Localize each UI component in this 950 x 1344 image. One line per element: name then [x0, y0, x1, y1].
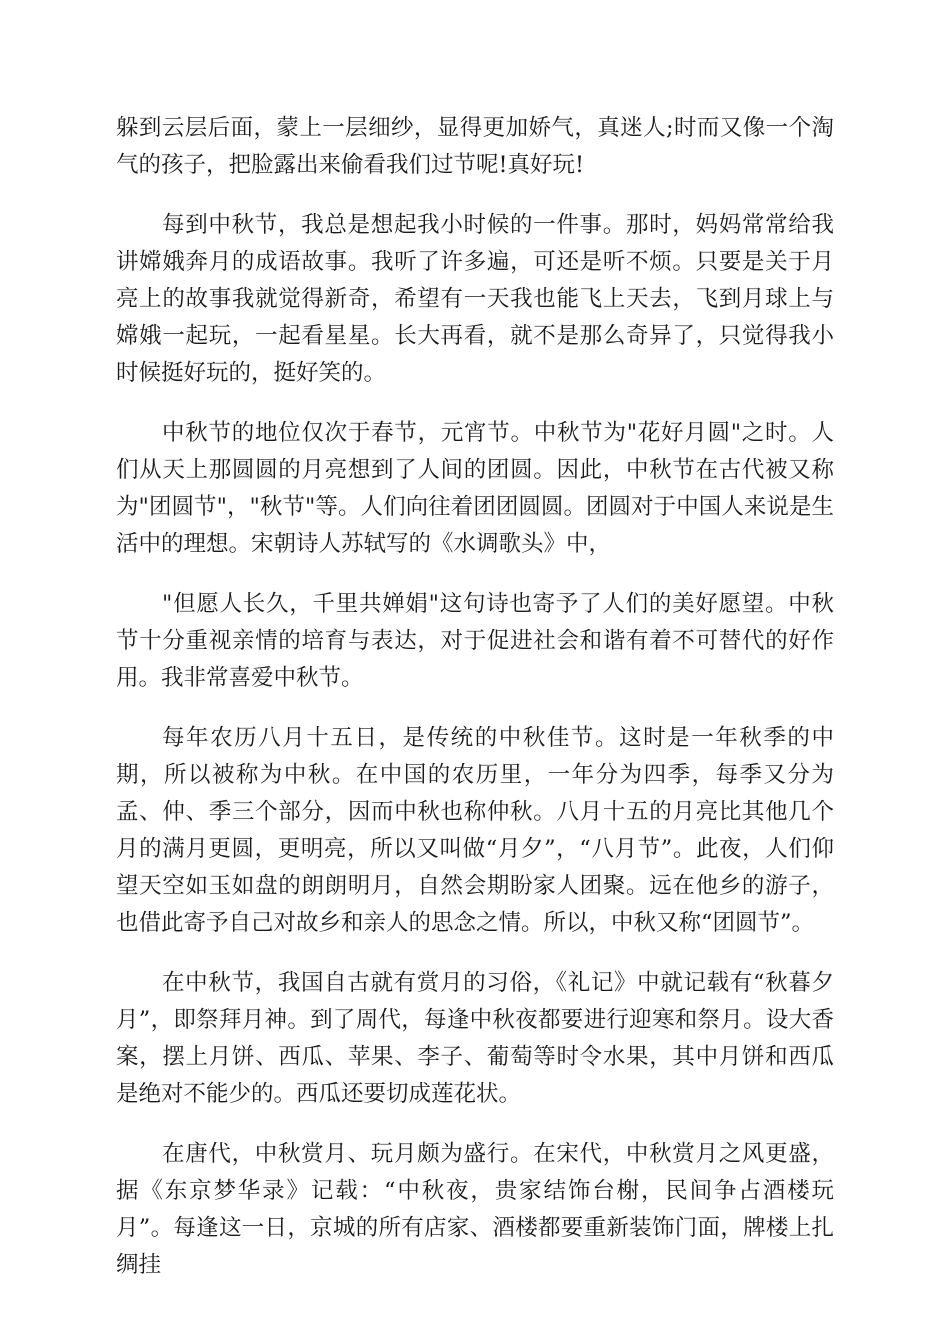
- paragraph-2: 每到中秋节，我总是想起我小时候的一件事。那时，妈妈常常给我讲嫦娥奔月的成语故事。我听了许多遍，可还是听不烦。只要是关于月亮上的故事我就觉得新奇，希望有一天我也能飞上天去，飞到月球上与嫦娥一起玩，一起看星星。长大再看，就不是那么奇异了，只觉得我小时候挺好玩的，挺好笑的。: [116, 212, 834, 386]
- document-body: [116, 110, 834, 1307]
- paragraph-3: 中秋节的地位仅次于春节，元宵节。中秋节为"花好月圆"之时。人们从天上那圆圆的月亮想到了人间的团圆。因此，中秋节在古代被又称为"团圆节"，"秋节"等。人们向往着团团圆圆。团圆对于中国人来说是生活中的理想。宋朝诗人苏轼写的《水调歌头》中，: [116, 420, 834, 557]
- paragraph-1: 躲到云层后面，蒙上一层细纱，显得更加娇气，真迷人;时而又像一个淘气的孩子，把脸露出来偷看我们过节呢!真好玩!: [116, 115, 834, 178]
- paragraph-4: "但愿人长久，千里共婵娟"这句诗也寄予了人们的美好愿望。中秋节十分重视亲情的培育与表达，对于促进社会和谐有着不可替代的好作用。我非常喜爱中秋节。: [116, 591, 834, 691]
- paragraph-7: 在唐代，中秋赏月、玩月颇为盛行。在宋代，中秋赏月之风更盛，据《东京梦华录》记载：“中秋夜，贵家结饰台榭，民间争占酒楼玩月”。每逢这一日，京城的所有店家、酒楼都要重新装饰门面，牌楼上扎绸挂: [116, 1141, 834, 1278]
- paragraph-6: 在中秋节，我国自古就有赏月的习俗，《礼记》中就记载有“秋暮夕月”，即祭拜月神。到了周代，每逢中秋夜都要进行迎寒和祭月。设大香案，摆上月饼、西瓜、苹果、李子、葡萄等时令水果，其中月饼和西瓜是绝对不能少的。西瓜还要切成莲花状。: [116, 970, 834, 1107]
- paragraph-5: 每年农历八月十五日，是传统的中秋佳节。这时是一年秋季的中期，所以被称为中秋。在中国的农历里，一年分为四季，每季又分为孟、仲、季三个部分，因而中秋也称仲秋。八月十五的月亮比其他几个月的满月更圆，更明亮，所以又叫做“月夕”，“八月节”。此夜，人们仰望天空如玉如盘的朗朗明月，自然会期盼家人团聚。远在他乡的游子，也借此寄予自己对故乡和亲人的思念之情。所以，中秋又称“团圆节”。: [116, 725, 834, 936]
